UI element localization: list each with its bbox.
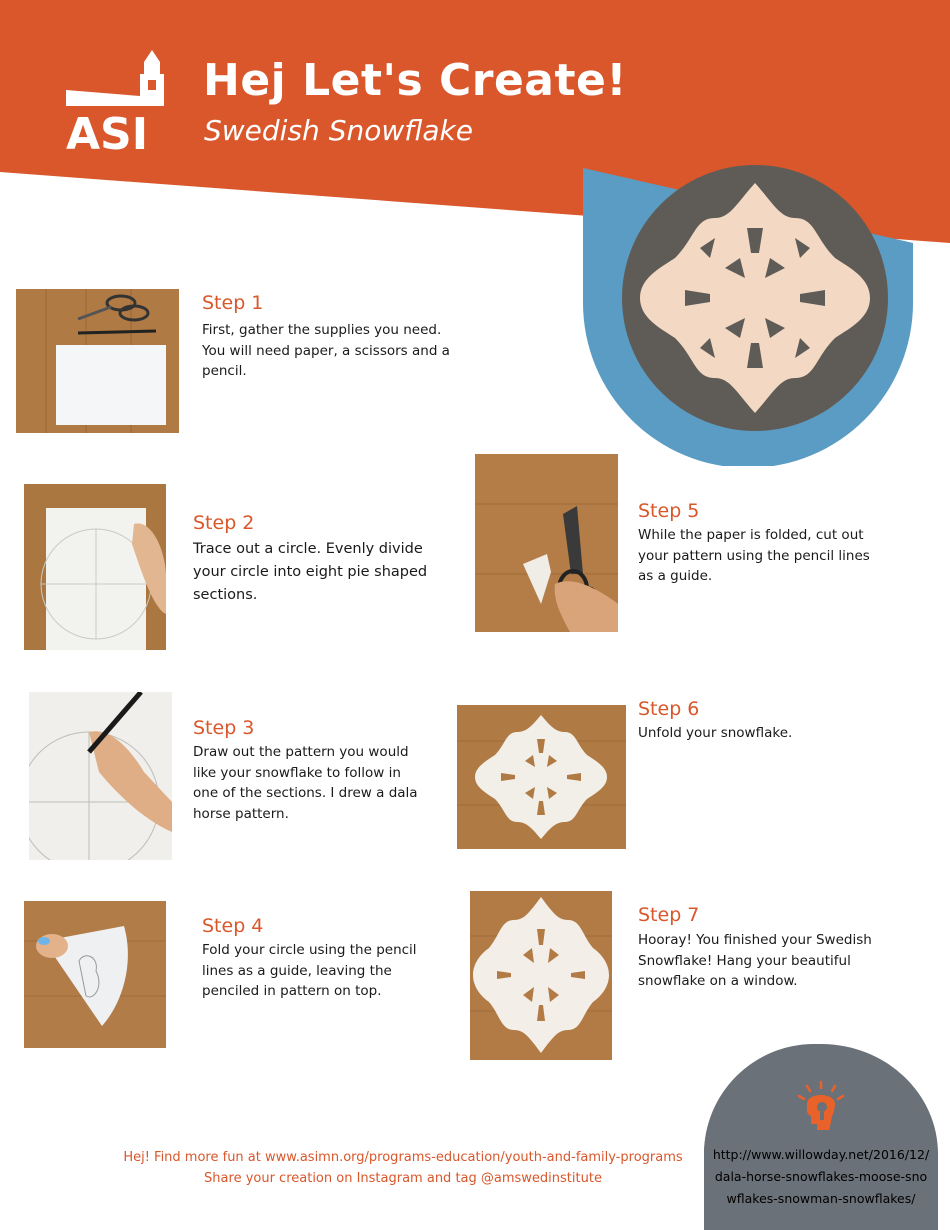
logo-text: ASI (66, 109, 149, 152)
step-1-photo (16, 289, 179, 433)
footer-line-1: Hej! Find more fun at www.asimn.org/programs-education/youth-and-family-programs (123, 1150, 683, 1165)
footer-line-2: Share your creation on Instagram and tag @amswedinstitute (204, 1171, 602, 1186)
step-5-title: Step 5 (638, 500, 700, 522)
step-3-photo (29, 692, 172, 860)
step-5-photo (475, 454, 618, 632)
step-1-text: First, gather the supplies you need. You will need paper, a scissors and a pencil. (202, 322, 450, 379)
hero-snowflake-photo (622, 165, 888, 431)
step-2-photo (24, 484, 166, 650)
step-1-title: Step 1 (202, 292, 264, 314)
step-7-title: Step 7 (638, 904, 700, 926)
step-6-text: Unfold your snowflake. (638, 725, 793, 741)
step-4-title: Step 4 (202, 915, 264, 937)
asi-logo (62, 50, 174, 152)
step-4-photo (24, 901, 166, 1048)
step-4-text: Fold your circle using the pencil lines as a guide, leaving the penciled in pattern on top. (202, 942, 417, 999)
step-2-title: Step 2 (193, 512, 255, 534)
step-5-text: While the paper is folded, cut out your pattern using the pencil lines as a guide. (638, 527, 870, 584)
step-3-text: Draw out the pattern you would like your snowflake to follow in one of the sections. I drew a dala horse pattern. (193, 744, 418, 822)
page-subtitle: Swedish Snowflake (204, 114, 473, 147)
step-2-text: Trace out a circle. Evenly divide your circle into eight pie shaped sections. (193, 541, 428, 603)
step-6-photo (457, 705, 626, 849)
step-7-photo (470, 891, 612, 1060)
step-3-title: Step 3 (193, 717, 255, 739)
step-7-text: Hooray! You finished your Swedish Snowflake! Hang your beautiful snowflake on a window. (638, 932, 872, 989)
credit-url[interactable]: http://www.willowday.net/2016/12/dala-horse-snowflakes-moose-snowflakes-snowman-snowflakes/ (712, 1147, 930, 1206)
page-title: Hej Let's Create! (203, 55, 627, 106)
step-6-title: Step 6 (638, 698, 700, 720)
